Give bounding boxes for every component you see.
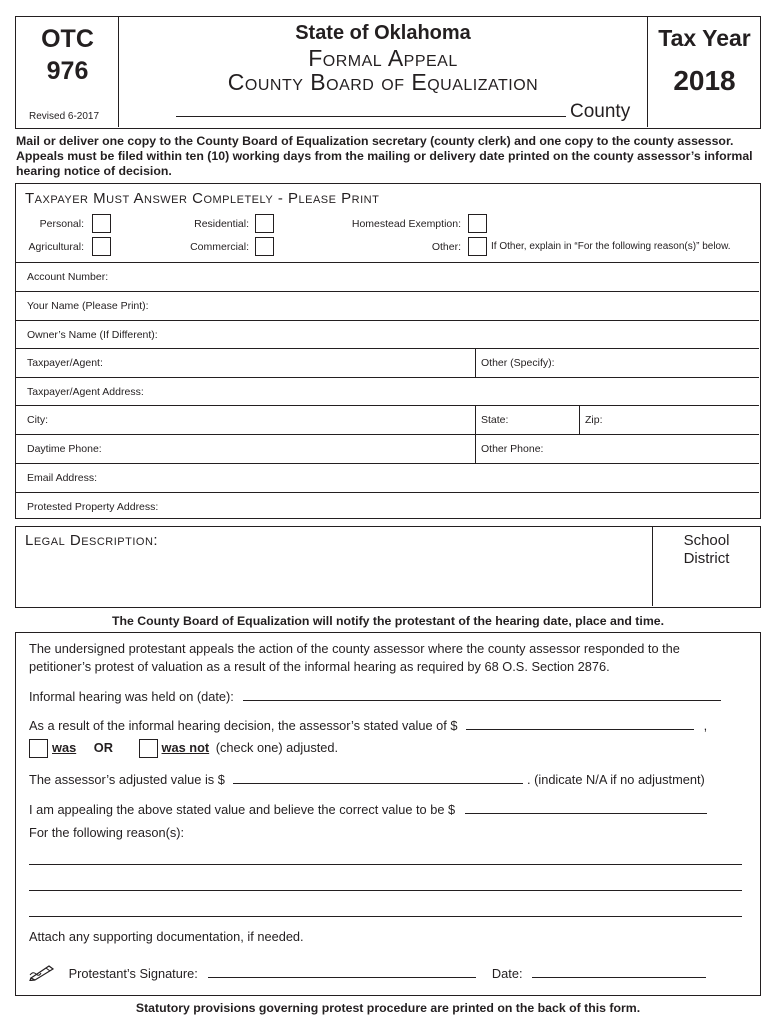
email-field[interactable] [16,463,759,492]
adjusted-choice-row [29,739,338,758]
informal-hearing-date-input[interactable] [243,689,721,701]
homestead-label: Homestead Exemption: [351,218,461,230]
stated-value-row [29,718,749,733]
form-code-box [16,17,119,127]
form-title-line1: Formal Appeal [308,45,458,71]
reason-line-1[interactable] [29,864,742,865]
form-code-line2: 976 [46,57,89,85]
account-number-label: Account Number: [27,271,109,283]
taxpayer-agent-address-label: Taxpayer/Agent Address: [27,386,144,398]
pen-signature-icon [29,963,57,981]
signature-label: Protestant’s Signature: [68,966,198,981]
taxpayer-agent-address-field[interactable] [16,377,759,406]
residential-checkbox[interactable] [255,214,274,233]
adjusted-value-row [29,772,749,787]
signature-input[interactable] [208,966,476,978]
divider [475,349,476,377]
adjusted-value-note: . (indicate N/A if no adjustment) [526,772,705,787]
attach-documentation-note: Attach any supporting documentation, if needed. [29,929,304,944]
commercial-label: Commercial: [190,241,249,253]
statutory-footer: Statutory provisions governing protest procedure are printed on the back of this form. [135,1001,641,1015]
taxpayer-agent-label: Taxpayer/Agent: [27,357,103,369]
correct-value-row [29,802,749,817]
adjusted-value-label: The assessor’s adjusted value is $ [29,772,225,787]
city-state-zip-row[interactable] [16,405,759,434]
divider [579,406,580,434]
homestead-checkbox[interactable] [468,214,487,233]
other-specify-label: Other (Specify): [481,357,555,369]
date-label: Date: [491,966,523,981]
stated-value-label: As a result of the informal hearing decision, the assessor’s stated value of $ [29,718,458,733]
appeal-intro-line2: petitioner’s protest of valuation as a result of the informal hearing as required by 68 O.S. Section 2876. [29,659,610,674]
other-checkbox[interactable] [468,237,487,256]
signature-row [29,963,749,981]
date-input[interactable] [532,966,706,978]
legal-description-title: Legal Description: [25,532,159,549]
was-not-checkbox[interactable] [139,739,158,758]
phone-row[interactable] [16,434,759,463]
tax-year-box [647,17,760,127]
taxpayer-section [15,183,761,519]
state-label: State: [481,414,509,426]
personal-checkbox[interactable] [92,214,111,233]
form-title-line2: County Board of Equalization [227,69,539,95]
your-name-label: Your Name (Please Print): [27,300,149,312]
informal-hearing-label: Informal hearing was held on (date): [29,689,234,704]
tax-year-value: 2018 [673,65,736,96]
was-not-label: was not [161,739,210,755]
divider [475,406,476,434]
comma: , [703,718,708,733]
personal-label: Personal: [39,218,84,230]
protested-property-address-label: Protested Property Address: [27,501,159,513]
was-checkbox[interactable] [29,739,48,758]
tax-year-label: Tax Year [658,25,751,51]
your-name-field[interactable] [16,291,759,320]
hearing-notice: The County Board of Equalization will notify the protestant of the hearing date, place and time. [111,614,665,628]
state-title: State of Oklahoma [295,22,471,44]
revised-date: Revised 6-2017 [29,111,100,122]
school-label: School [683,532,730,549]
other-label: Other: [431,241,461,253]
correct-value-label: I am appealing the above stated value and believe the correct value to be $ [29,802,456,817]
mailing-instructions: Mail or deliver one copy to the County Board of Equalization secretary (county clerk) and one copy to the county assessor. Appeals must be filed within ten (10) working days from the mailing or delivery date printed on the county assessor’s informal hearing notice of decision. [16,134,753,178]
other-phone-label: Other Phone: [481,443,544,455]
owners-name-label: Owner’s Name (If Different): [27,329,158,341]
agricultural-checkbox[interactable] [92,237,111,256]
was-label: was [52,739,77,755]
appeal-intro-line1: The undersigned protestant appeals the action of the county assessor where the county assessor responded to the [29,641,680,656]
legal-description-section[interactable] [15,526,761,608]
daytime-phone-label: Daytime Phone: [27,443,102,455]
reason-line-3[interactable] [29,916,742,917]
stated-value-input[interactable] [466,718,694,730]
county-label: County [570,101,631,122]
email-label: Email Address: [27,472,98,484]
form-header [15,16,761,129]
taxpayer-section-title: Taxpayer Must Answer Completely - Please Print [25,190,380,207]
school-district-box[interactable] [652,527,760,606]
account-number-field[interactable] [16,262,759,291]
city-label: City: [27,414,48,426]
protested-property-address-field[interactable] [16,492,759,521]
commercial-checkbox[interactable] [255,237,274,256]
county-input[interactable] [176,103,566,117]
taxpayer-agent-row[interactable] [16,348,759,377]
owners-name-field[interactable] [16,320,759,349]
residential-label: Residential: [194,218,249,230]
divider [475,435,476,463]
adjusted-value-input[interactable] [233,772,523,784]
or-label: OR [93,739,113,755]
district-label: District [683,550,730,567]
zip-label: Zip: [585,414,603,426]
appeal-section [15,632,761,996]
reasons-label: For the following reason(s): [29,825,185,840]
county-line [176,101,630,123]
reason-line-2[interactable] [29,890,742,891]
other-note: If Other, explain in “For the following reason(s)” below. [491,241,731,252]
check-one-label: (check one) adjusted. [215,739,339,755]
informal-hearing-row [29,689,742,704]
agricultural-label: Agricultural: [28,241,84,253]
form-code-line1: OTC [41,25,94,53]
correct-value-input[interactable] [465,802,707,814]
